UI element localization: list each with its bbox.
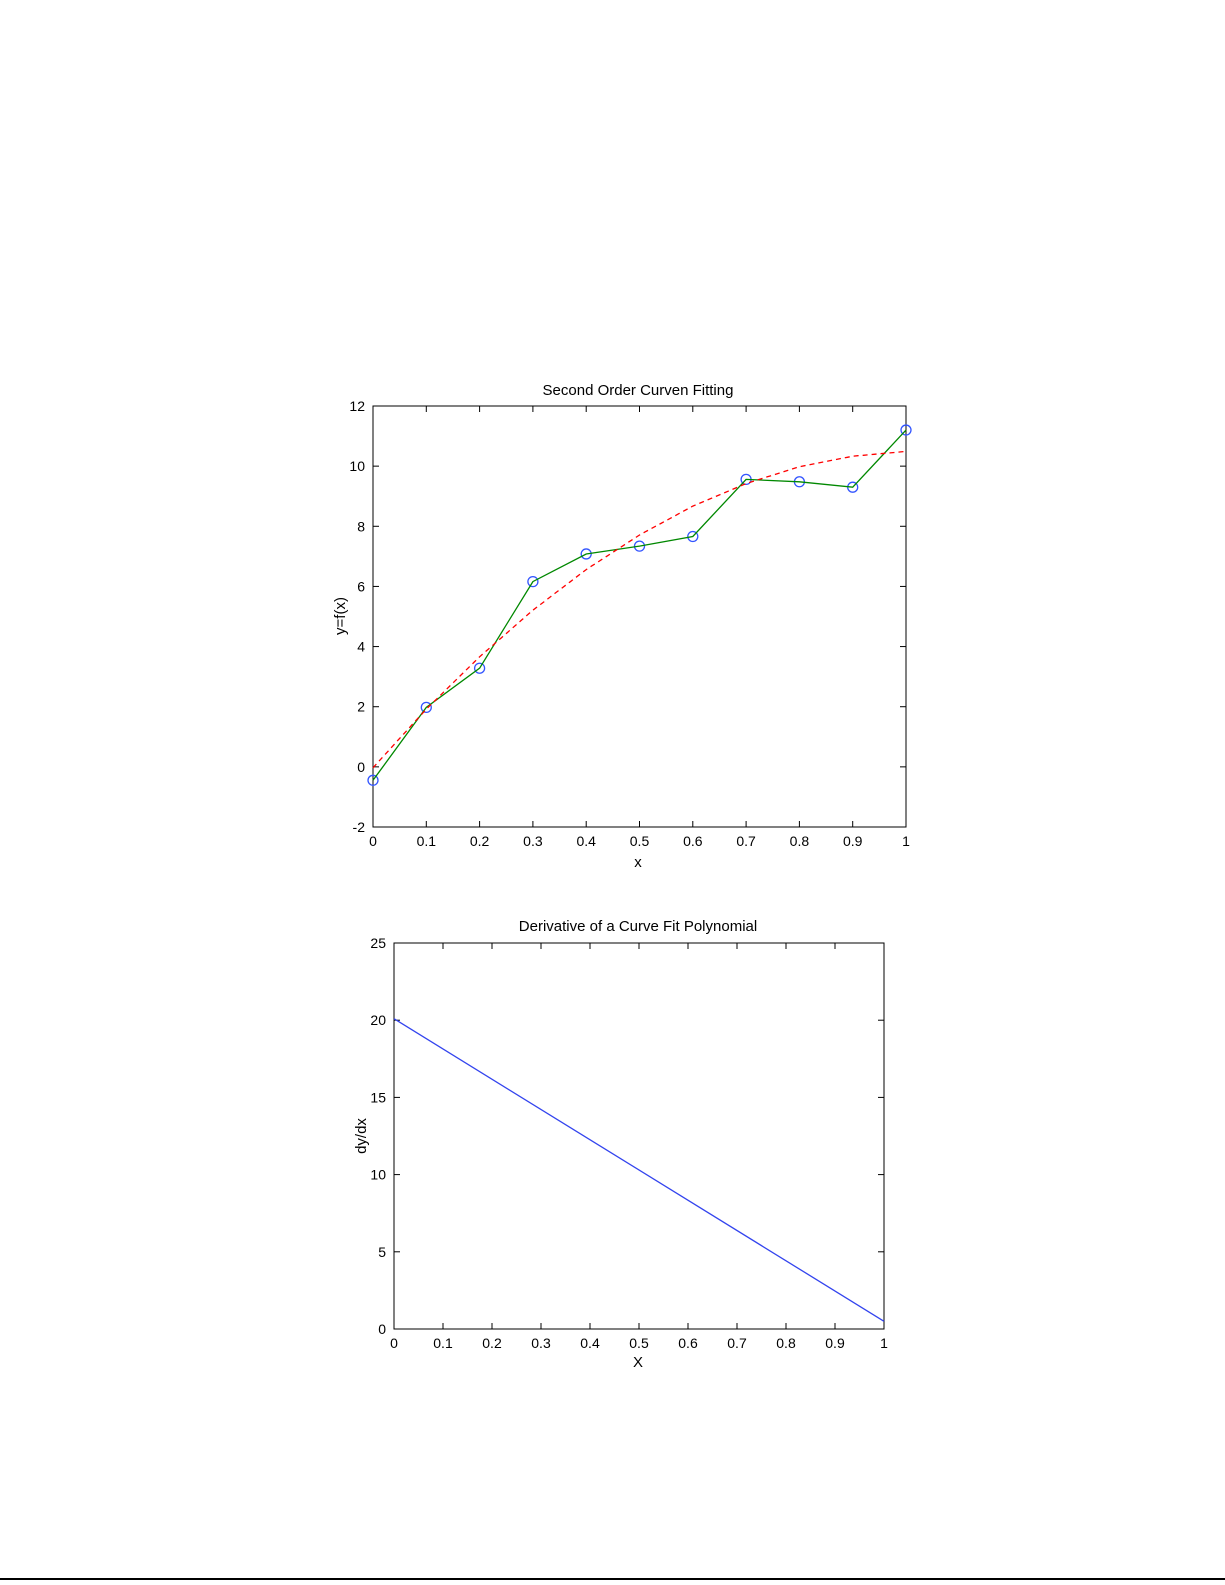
chart1-xtick-label: 0.5	[629, 833, 650, 849]
chart2-ytick-label: 15	[370, 1089, 386, 1106]
chart2-ytick-label: 5	[378, 1243, 386, 1260]
chart2-xtick-label: 1	[880, 1335, 888, 1351]
chart2-series-solid	[394, 1019, 884, 1322]
chart2-xtick-label: 0.8	[776, 1335, 796, 1351]
chart2-ytick-label: 0	[378, 1321, 386, 1337]
chart1-xtick-label: 0.8	[789, 833, 810, 849]
chart1-ytick-label: -2	[352, 819, 365, 835]
chart1-ytick-label: 0	[357, 758, 365, 775]
chart1-ytick-label: 4	[357, 638, 365, 655]
chart2-xtick-label: 0.1	[433, 1335, 453, 1351]
chart2-ylabel: dy/dx	[353, 1118, 370, 1154]
chart2-ytick-label: 10	[370, 1166, 386, 1183]
chart1-ytick-label: 2	[357, 698, 365, 715]
chart1-xlabel: x	[634, 854, 642, 871]
chart1-xtick-label: 1	[902, 833, 910, 849]
chart1-ytick-label: 8	[357, 518, 365, 535]
chart1-ytick-label: 10	[349, 458, 365, 475]
chart2-xtick-label: 0.3	[531, 1335, 551, 1351]
chart2-ytick-label: 20	[370, 1012, 386, 1029]
chart2-xtick-label: 0.7	[727, 1335, 747, 1351]
chart1-ytick-label: 6	[357, 578, 365, 595]
chart1-xtick-label: 0.7	[736, 833, 756, 849]
chart1-xtick-label: 0.2	[469, 833, 490, 849]
chart1-xtick-label: 0.4	[576, 833, 596, 849]
chart1-xtick-label: 0.9	[842, 833, 863, 849]
chart2-xtick-label: 0.6	[678, 1335, 698, 1351]
chart1-title: Second Order Curven Fitting	[542, 382, 734, 399]
chart2-xtick-label: 0.4	[580, 1335, 600, 1351]
chart1-ytick-label: 12	[349, 398, 365, 414]
chart2-axes-box	[394, 943, 884, 1329]
chart1-xtick-label: 0	[369, 833, 377, 849]
chart2-xtick-label: 0.2	[482, 1335, 502, 1351]
chart1-xtick-label: 0.6	[683, 833, 703, 849]
chart2-xtick-label: 0.5	[629, 1335, 649, 1351]
chart2-title: Derivative of a Curve Fit Polynomial	[518, 918, 758, 935]
chart2-xlabel: X	[632, 1354, 644, 1371]
chart1-ylabel: y=f(x)	[332, 597, 349, 635]
chart1-xtick-label: 0.1	[416, 833, 437, 849]
chart2-ytick-label: 25	[370, 935, 386, 951]
chart2-xtick-label: 0	[390, 1335, 398, 1351]
chart1-xtick-label: 0.3	[523, 833, 543, 849]
chart2-xtick-label: 0.9	[825, 1335, 845, 1351]
